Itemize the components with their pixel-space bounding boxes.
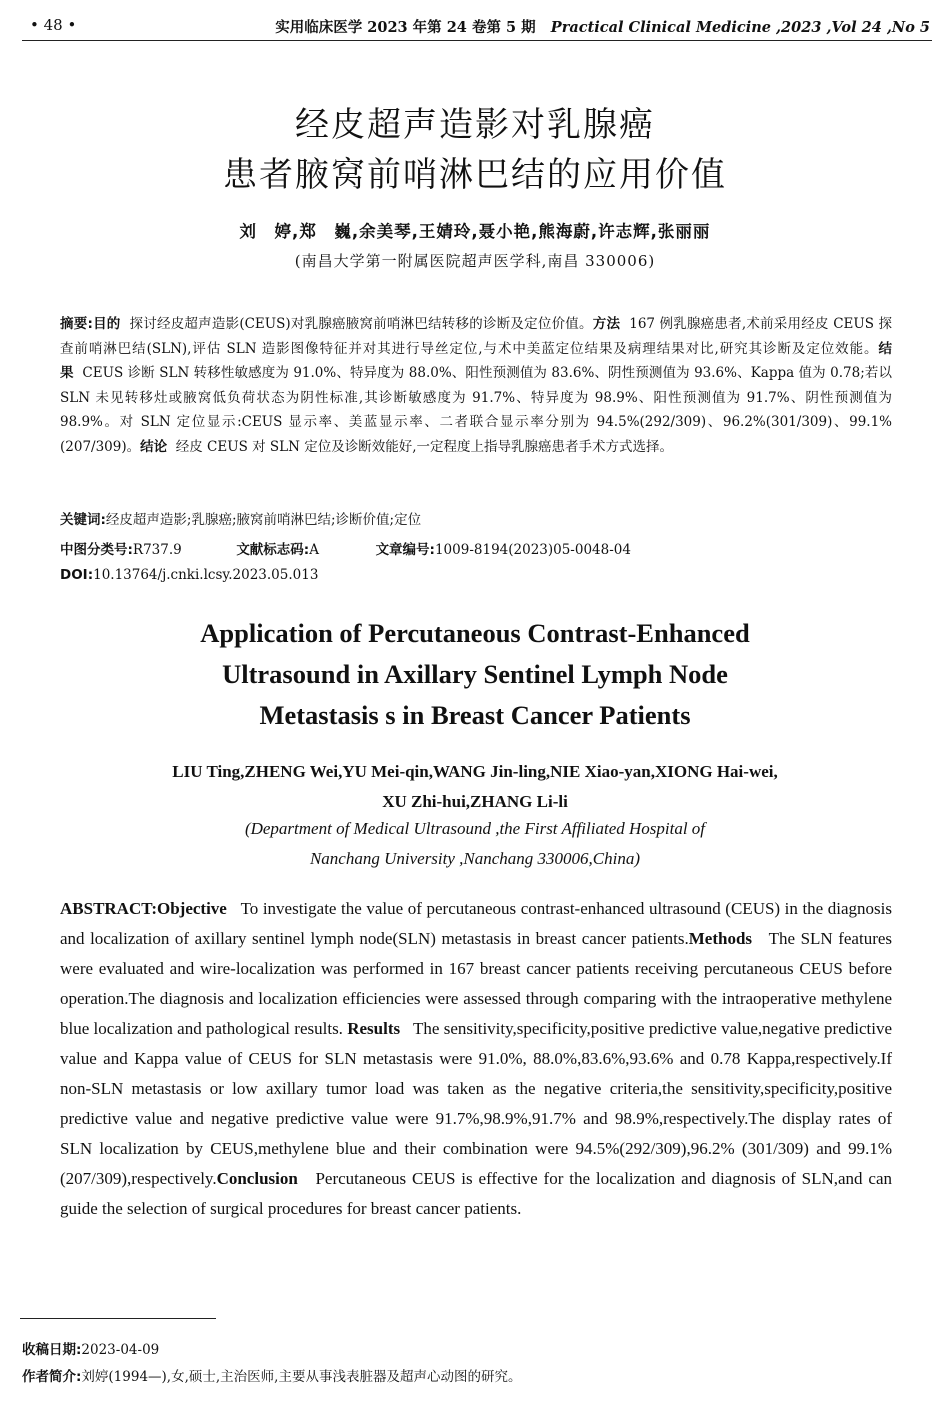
header-rule [22, 40, 932, 41]
abstract-cn-methods-label: 方法 [592, 316, 621, 332]
abstract-en-methods: The SLN features were evaluated and wire-localization was performed in 167 breast cancer patients receiving percutaneous CEUS before operation.The diagnosis and localization efficiencies were assessed through comparing with the intraoperative methylene blue localization and pathological results. [60, 929, 893, 1038]
doi-label: DOI: [60, 567, 94, 583]
affiliation-en [0, 814, 950, 874]
abstract-en-conclusion-label: Conclusion [216, 1169, 298, 1188]
journal-name-cn: 实用临床医学 2023 年第 24 卷第 5 期 [275, 19, 536, 36]
abstract-cn-conclusion: 经皮 CEUS 对 SLN 定位及诊断效能好,一定程度上指导乳腺癌患者手术方式选择。 [175, 438, 674, 455]
article-number-label: 文章编号: [375, 542, 435, 558]
doc-code-label: 文献标志码: [236, 542, 310, 558]
abstract-en-label: ABSTRACT: [60, 899, 157, 918]
keywords-cn [60, 508, 421, 528]
doc-code-value: A [309, 542, 319, 558]
affiliation-en-line1: (Department of Medical Ultrasound ,the First Affiliated Hospital of [244, 819, 706, 838]
abstract-cn-objective: 探讨经皮超声造影(CEUS)对乳腺癌腋窝前哨淋巴结转移的诊断及定位价值。 [129, 316, 593, 332]
abstract-en-objective-label: Objective [156, 899, 227, 918]
journal-header [275, 16, 930, 37]
footnote-received [22, 1338, 159, 1358]
page-number: • 48 • [30, 16, 77, 34]
keywords-cn-text: 经皮超声造影;乳腺癌;腋窝前哨淋巴结;诊断价值;定位 [105, 512, 422, 528]
classification-line [60, 538, 631, 558]
abstract-cn-objective-label: 目的 [92, 316, 121, 332]
article-number-value: 1009-8194(2023)05-0048-04 [434, 542, 631, 558]
footnote-rule [20, 1318, 216, 1319]
received-label: 收稿日期: [22, 1342, 82, 1358]
running-header [0, 16, 950, 40]
abstract-en-objective: To investigate the value of percutaneous contrast-enhanced ultrasound (CEUS) in the diagnosis and localization of axillary sentinel lymph node(SLN) metastasis in breast cancer patients. [60, 899, 893, 948]
abstract-en-conclusion: Percutaneous CEUS is effective for the localization and diagnosis of SLN,and can guide the selection of surgical procedures for breast cancer patients. [60, 1169, 892, 1218]
title-cn-line2: 患者腋窝前哨淋巴结的应用价值 [223, 155, 727, 195]
abstract-cn [60, 312, 892, 459]
title-cn-line1: 经皮超声造影对乳腺癌 [295, 105, 655, 145]
authors-en-line2: XU Zhi-hui,ZHANG Li-li [382, 792, 568, 811]
doi-line [60, 567, 318, 583]
abstract-en [60, 894, 892, 1224]
clc-value: R737.9 [132, 542, 182, 558]
authors-en [0, 757, 950, 817]
title-en-line3: Metastasis s in Breast Cancer Patients [259, 700, 691, 730]
authors-en-line1: LIU Ting,ZHENG Wei,YU Mei-qin,WANG Jin-ling,NIE Xiao-yan,XIONG Hai-wei, [172, 762, 778, 781]
keywords-cn-label: 关键词: [60, 512, 106, 528]
abstract-en-results: The sensitivity,specificity,positive predictive value,negative predictive value and Kappa value of CEUS for SLN metastasis were 91.0%, 88.0%,83.6%,93.6% and 0.78 Kappa,respectively.If non-SLN metastasis or low axillary tumor load was taken as the negative criteria,the sensitivity,specificity,positive predictive value and negative predictive value were 91.7%,98.9%,91.7% and 98.9%,respectively.The display rates of SLN localization by CEUS,methylene blue and their combination were 94.5%(292/309),96.2% (301/309) and 99.1%(207/309),respectively. [60, 1019, 893, 1188]
affiliation-cn: (南昌大学第一附属医院超声医学科,南昌 330006) [294, 252, 656, 270]
author-bio-label: 作者简介: [22, 1369, 82, 1385]
title-en-line2: Ultrasound in Axillary Sentinel Lymph Node [222, 659, 728, 689]
author-bio: 刘婷(1994—),女,硕士,主治医师,主要从事浅表脏器及超声心动图的研究。 [81, 1369, 522, 1385]
clc-label: 中图分类号: [60, 542, 133, 558]
title-en [0, 613, 950, 736]
journal-name-en: Practical Clinical Medicine ,2023 ,Vol 24 ,No 5 [550, 19, 930, 36]
abstract-en-results-label: Results [347, 1019, 401, 1038]
abstract-cn-label: 摘要: [60, 316, 93, 332]
affiliation-en-line2: Nanchang University ,Nanchang 330006,China) [309, 849, 641, 868]
footnote-author [22, 1365, 521, 1385]
received-date: 2023-04-09 [81, 1342, 160, 1358]
abstract-cn-methods: 167 例乳腺癌患者,术前采用经皮 CEUS 探查前哨淋巴结(SLN),评估 SLN 造影图像特征并对其进行导丝定位,与术中美蓝定位结果及病理结果对比,研究其诊断及定位效能。 [60, 316, 893, 357]
abstract-cn-results-label: 结果 [60, 340, 892, 381]
authors-cn: 刘 婷,郑 巍,余美琴,王婧玲,聂小艳,熊海蔚,许志辉,张丽丽 [239, 222, 711, 241]
abstract-cn-conclusion-label: 结论 [140, 438, 168, 455]
title-en-line1: Application of Percutaneous Contrast-Enhanced [200, 618, 750, 648]
abstract-en-methods-label: Methods [688, 929, 753, 948]
doi-value: 10.13764/j.cnki.lcsy.2023.05.013 [93, 567, 319, 583]
abstract-cn-results: CEUS 诊断 SLN 转移性敏感度为 91.0%、特异度为 88.0%、阳性预测值为 83.6%、阴性预测值为 93.6%、Kappa 值为 0.78;若以 SLN 未见转移灶或腋窝低负荷状态为阴性标准,其诊断敏感度为 91.7%、特异度为 98.9%、阳性预测值为 91.7%、阴性预测值为 98.9%。对 SLN 定位显示:CEUS 显示率、美蓝显示率、二者联合显示率分别为 94.5%(292/309)、96.2%(301/309)、99.1%(207/309)。 [60, 365, 892, 455]
title-cn [0, 100, 950, 200]
